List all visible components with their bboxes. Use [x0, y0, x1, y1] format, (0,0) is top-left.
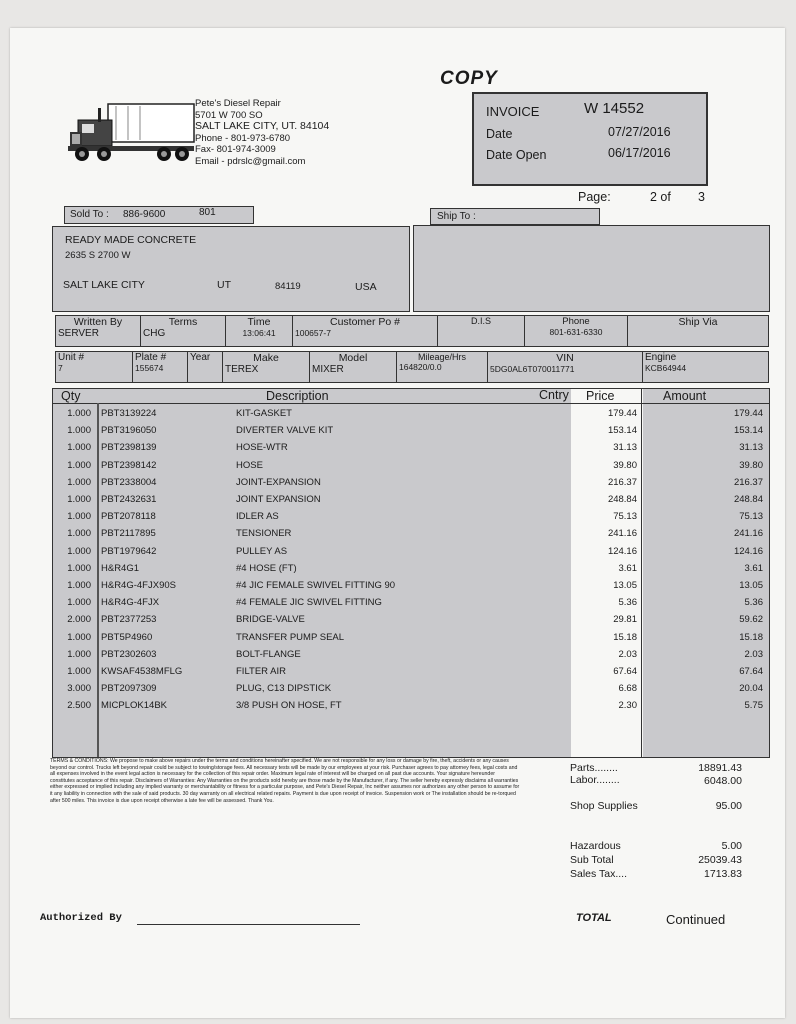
item-desc: PULLEY AS	[236, 545, 288, 557]
signature-line	[137, 924, 360, 925]
item-part: H&R4G1	[101, 562, 140, 574]
customer-street: 2635 S 2700 W	[65, 250, 131, 261]
table-row	[53, 698, 769, 715]
item-price: 75.13	[613, 511, 637, 523]
item-amount: 248.84	[733, 494, 763, 505]
sales-tax-label: Sales Tax....	[570, 868, 628, 880]
item-part: PBT2117895	[101, 528, 156, 540]
item-price: 3.61	[618, 562, 637, 574]
mileage-label: Mileage/Hrs	[417, 352, 466, 362]
item-price: 124.16	[607, 545, 637, 557]
price-header: Price	[586, 389, 615, 403]
terms-value: CHG	[143, 328, 166, 339]
date-value: 07/27/2016	[608, 125, 671, 139]
page-total: 3	[698, 190, 705, 204]
item-desc: HOSE-WTR	[236, 442, 288, 454]
item-qty: 1.000	[67, 562, 91, 574]
item-part: PBT2302603	[101, 648, 157, 660]
item-amount: 216.37	[733, 476, 763, 488]
items-header	[53, 389, 769, 404]
item-amount: 124.16	[733, 545, 763, 557]
item-amount: 179.44	[733, 408, 763, 419]
item-part: PBT2097309	[101, 683, 157, 695]
item-price: 6.68	[618, 683, 637, 695]
item-desc: HOSE	[236, 459, 263, 471]
item-amount: 75.13	[739, 511, 763, 523]
item-part: KWSAF4538MFLG	[101, 666, 183, 677]
item-price: 15.18	[613, 631, 637, 643]
item-qty: 1.000	[67, 442, 91, 454]
parts-value: 18891.43	[698, 762, 742, 774]
hazardous-label: Hazardous	[570, 840, 621, 852]
engine-value: KCB64944	[645, 363, 687, 373]
item-qty: 1.000	[67, 408, 91, 419]
item-amount: 67.64	[739, 666, 763, 677]
labor-label: Labor........	[570, 774, 620, 786]
copy-label: COPY	[440, 68, 498, 89]
item-desc: PLUG, C13 DIPSTICK	[236, 683, 332, 695]
table-row	[53, 492, 769, 509]
item-part: MICPLOK14BK	[101, 700, 167, 712]
ship-to-box	[413, 225, 770, 312]
customer-city: SALT LAKE CITY	[63, 279, 145, 291]
item-amount: 241.16	[733, 528, 763, 540]
item-part: H&R4G-4FJX90S	[101, 580, 176, 591]
item-desc: BOLT-FLANGE	[236, 648, 301, 660]
company-fax: Fax- 801-974-3009	[195, 144, 276, 155]
customer-zip: 84119	[275, 281, 301, 292]
written-by-label: Written By	[73, 316, 123, 328]
item-desc: IDLER AS	[236, 511, 279, 523]
item-desc: JOINT EXPANSION	[236, 494, 321, 505]
item-price: 2.30	[618, 700, 637, 712]
terms-label: Terms	[168, 316, 198, 328]
plate-label: Plate #	[135, 352, 167, 363]
item-price: 39.80	[613, 459, 637, 471]
model-value: MIXER	[312, 364, 344, 375]
model-label: Model	[338, 352, 368, 364]
invoice-label: INVOICE	[486, 104, 540, 119]
item-price: 179.44	[607, 408, 637, 419]
mileage-value: 164820/0.0	[399, 362, 442, 372]
written-by-value: SERVER	[58, 328, 99, 339]
item-qty: 1.000	[67, 666, 91, 677]
item-part: PBT3139224	[101, 408, 157, 419]
subtotal-label: Sub Total	[570, 854, 614, 866]
item-desc: JOINT-EXPANSION	[236, 476, 321, 488]
item-qty: 1.000	[67, 545, 91, 557]
table-row	[53, 647, 769, 664]
item-price: 248.84	[607, 494, 637, 505]
phone-value: 801-631-6330	[549, 327, 603, 337]
make-label: Make	[253, 352, 279, 364]
table-row	[53, 664, 769, 681]
year-label: Year	[190, 352, 211, 363]
item-desc: 3/8 PUSH ON HOSE, FT	[236, 700, 342, 712]
item-price: 153.14	[607, 425, 637, 437]
description-header: Description	[266, 389, 329, 403]
company-address2: SALT LAKE CITY, UT. 84104	[195, 120, 330, 132]
item-qty: 3.000	[67, 683, 91, 695]
cntry-header: Cntry	[539, 388, 569, 402]
table-row	[53, 681, 769, 698]
item-amount: 15.18	[739, 631, 763, 643]
date-label: Date	[486, 127, 513, 141]
table-row	[53, 458, 769, 475]
item-price: 2.03	[618, 648, 637, 660]
sold-to-label: Sold To :	[70, 209, 109, 220]
vin-label: VIN	[556, 352, 574, 364]
amount-header: Amount	[663, 389, 707, 403]
item-qty: 1.000	[67, 528, 91, 540]
sales-tax-value: 1713.83	[704, 868, 742, 880]
table-row	[53, 595, 769, 612]
table-row	[53, 509, 769, 526]
po-value: 100657-7	[295, 328, 331, 338]
customer-country: USA	[355, 281, 377, 293]
sold-to-account: 801	[199, 207, 216, 218]
item-price: 29.81	[613, 614, 637, 626]
item-qty: 1.000	[67, 476, 91, 488]
shop-supplies-label: Shop Supplies	[570, 800, 638, 812]
item-price: 5.36	[618, 597, 637, 609]
plate-value: 155674	[135, 363, 164, 373]
info-table-2	[55, 351, 769, 383]
item-amount: 3.61	[744, 562, 763, 574]
customer-state: UT	[217, 279, 231, 291]
table-row	[53, 475, 769, 492]
truck-logo-icon	[68, 98, 198, 164]
item-part: PBT2338004	[101, 476, 157, 488]
item-amount: 39.80	[739, 459, 763, 471]
total-label: TOTAL	[576, 912, 612, 924]
item-price: 216.37	[607, 476, 637, 488]
item-amount: 5.75	[744, 700, 763, 712]
table-row	[53, 440, 769, 457]
item-qty: 1.000	[67, 580, 91, 591]
company-email: Email - pdrslc@gmail.com	[195, 155, 306, 167]
item-price: 67.64	[613, 666, 637, 677]
make-value: TEREX	[225, 364, 259, 375]
time-label: Time	[247, 316, 271, 328]
item-part: PBT3196050	[101, 425, 157, 437]
sold-to-phone: 886-9600	[123, 209, 166, 220]
unit-label: Unit #	[58, 352, 85, 363]
item-desc: DIVERTER VALVE KIT	[236, 425, 334, 437]
table-row	[53, 526, 769, 543]
item-amount: 13.05	[739, 580, 763, 591]
item-qty: 1.000	[67, 494, 91, 505]
page-value: 2 of	[650, 190, 671, 204]
company-address1: 5701 W 700 SO	[195, 109, 263, 121]
item-price: 31.13	[613, 442, 637, 454]
subtotal-value: 25039.43	[698, 854, 742, 866]
customer-name: READY MADE CONCRETE	[65, 234, 197, 246]
item-desc: TRANSFER PUMP SEAL	[236, 631, 345, 643]
table-row	[53, 612, 769, 629]
item-part: PBT2078118	[101, 511, 156, 523]
ship-to-label: Ship To :	[437, 211, 476, 222]
item-qty: 1.000	[67, 631, 91, 643]
item-qty: 1.000	[67, 459, 91, 471]
item-part: H&R4G-4FJX	[101, 597, 160, 609]
authorized-by-label: Authorized By	[40, 912, 122, 924]
table-row	[53, 423, 769, 440]
item-qty: 1.000	[67, 511, 91, 523]
item-amount: 31.13	[739, 442, 763, 454]
item-qty: 1.000	[67, 648, 91, 660]
hazardous-value: 5.00	[721, 840, 742, 852]
item-qty: 2.500	[67, 700, 91, 712]
item-price: 13.05	[613, 580, 637, 591]
item-amount: 2.03	[744, 648, 763, 660]
labor-value: 6048.00	[704, 775, 742, 787]
company-name: Pete's Diesel Repair	[195, 98, 281, 109]
date-open-value: 06/17/2016	[608, 146, 671, 160]
item-desc: #4 FEMALE JIC SWIVEL FITTING	[236, 597, 382, 609]
shop-supplies-value: 95.00	[715, 800, 742, 812]
invoice-page	[10, 28, 785, 1018]
invoice-info-box	[472, 92, 708, 186]
parts-label: Parts........	[570, 762, 618, 774]
vin-value: 5DG0AL6T070011771	[490, 364, 575, 374]
phone-label: Phone	[562, 316, 590, 327]
info-table-1	[55, 315, 769, 347]
item-desc: #4 JIC FEMALE SWIVEL FITTING 90	[236, 580, 396, 591]
qty-header: Qty	[61, 389, 81, 403]
item-part: PBT2432631	[101, 494, 157, 505]
page-label: Page:	[578, 190, 611, 204]
table-row	[53, 578, 769, 595]
line-items-table	[52, 388, 770, 758]
table-row	[53, 406, 769, 423]
item-part: PBT2377253	[101, 614, 157, 626]
item-amount: 153.14	[733, 425, 763, 437]
item-amount: 59.62	[739, 614, 763, 626]
ship-via-label: Ship Via	[678, 316, 718, 328]
invoice-number: W 14552	[584, 100, 645, 117]
item-price: 241.16	[607, 528, 637, 540]
item-qty: 2.000	[67, 614, 91, 626]
total-value: Continued	[666, 912, 726, 927]
item-desc: #4 HOSE (FT)	[236, 562, 297, 574]
item-part: PBT2398139	[101, 442, 157, 454]
terms-and-conditions: TERMS & CONDITIONS: We propose to make above repairs under the terms and conditions hereinafter specified. We are not responsible for any loss or damage by fire, theft, accidents or any causes beyond our control. Trucks left beyond repair could be subject to towing/storage fees. All necessary tests will be made by our employees at your risk. Purchaser agrees to pay attorney fees, legal costs and all expenses involved in the event legal action is necessary for the collection of this repair order. Maximum legal rate of interest will be charged on all past due accounts. Your signature hereunder constitutes acceptance of this repair. Disclaimers of Warranties: Any Warranties on the products sold hereby are those made by the Manufacturer, if any. The seller hereby expressly disclaims all warranties either expressed or implied including any implied warranty or merchantability or fitness for a particular purpose, and Pete's Diesel Repair, Inc neither assumes nor authorizes any other person to assume for it any liability in connection with the sale of said products. 30 day warranty on all electrical related repairs. Payment is due upon receipt of invoice. Suspension work or The installation should be re-torqued after 500 miles. This invoice is due upon receipt otherwise a late fee will be assessed. Thank You.	[50, 758, 520, 804]
table-row	[53, 630, 769, 647]
item-desc: FILTER AIR	[236, 666, 286, 677]
company-phone: Phone - 801-973-6780	[195, 132, 291, 144]
item-amount: 5.36	[744, 597, 763, 609]
dis-label: D.I.S	[470, 316, 491, 326]
item-amount: 20.04	[739, 683, 763, 695]
item-part: PBT5P4960	[101, 631, 153, 643]
time-value: 13:06:41	[242, 328, 276, 338]
ship-to-tab	[430, 208, 600, 225]
unit-value: 7	[58, 363, 63, 373]
totals-block	[570, 762, 770, 882]
item-qty: 1.000	[67, 425, 91, 437]
item-part: PBT1979642	[101, 545, 157, 557]
po-label: Customer Po #	[329, 316, 401, 328]
table-row	[53, 544, 769, 561]
engine-label: Engine	[645, 352, 677, 363]
table-row	[53, 561, 769, 578]
item-desc: TENSIONER	[236, 528, 292, 540]
sold-to-tab	[64, 206, 254, 224]
date-open-label: Date Open	[486, 148, 547, 162]
item-part: PBT2398142	[101, 459, 157, 471]
sold-to-box	[52, 226, 410, 312]
company-info	[195, 98, 329, 167]
item-qty: 1.000	[67, 597, 91, 609]
item-desc: KIT-GASKET	[236, 408, 292, 419]
item-desc: BRIDGE-VALVE	[236, 614, 305, 626]
